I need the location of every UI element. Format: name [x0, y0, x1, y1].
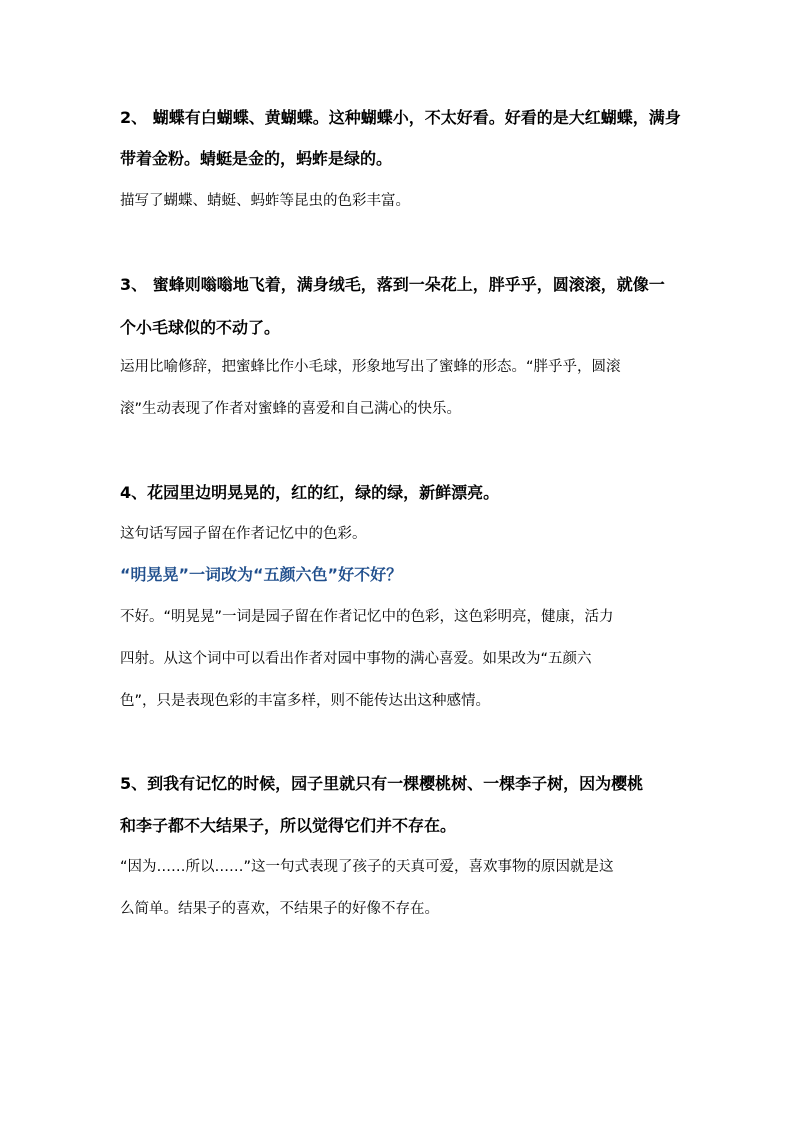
section-4-body-line-1: 这句话写园子留在作者记忆中的色彩。 — [120, 526, 367, 542]
section-3-heading-line-1: 3、 蜜蜂则嗡嗡地飞着，满身绒毛，落到一朵花上，胖乎乎，圆滚滚，就像一 — [120, 275, 665, 294]
section-4-question: “明晃晃”一词改为“五颜六色”好不好？ — [120, 565, 403, 584]
section-3-body-line-2: 滚”生动表现了作者对蜜蜂的喜爱和自己满心的快乐。 — [120, 401, 462, 417]
section-4-heading-line-1: 4、花园里边明晃晃的，红的红，绿的绿，新鲜漂亮。 — [120, 483, 500, 502]
section-5-heading-line-2: 和李子都不大结果子，所以觉得它们并不存在。 — [120, 816, 457, 835]
section-2-body-line-1: 描写了蝴蝶、蜻蜓、蚂蚱等昆虫的色彩丰富。 — [120, 193, 410, 209]
section-2-heading-line-1: 2、 蝴蝶有白蝴蝶、黄蝴蝶。这种蝴蝶小，不太好看。好看的是大红蝴蝶，满身 — [120, 108, 681, 127]
section-2-heading-line-2: 带着金粉。蜻蜓是金的，蚂蚱是绿的。 — [120, 149, 393, 168]
section-3-body-line-1: 运用比喻修辞，把蜜蜂比作小毛球，形象地写出了蜜蜂的形态。“胖乎乎，圆滚 — [120, 359, 621, 375]
section-4-answer-line-3: 色”，只是表现色彩的丰富多样，则不能传达出这种感情。 — [120, 693, 491, 709]
section-3-heading-line-2: 个小毛球似的不动了。 — [120, 318, 281, 337]
section-5-heading-line-1: 5、到我有记忆的时候，园子里就只有一棵樱桃树、一棵李子树，因为樱桃 — [120, 774, 644, 793]
section-5-body-line-1: “因为……所以……”这一句式表现了孩子的天真可爱，喜欢事物的原因就是这 — [120, 859, 614, 875]
section-4-answer-line-1: 不好。“明晃晃”一词是园子留在作者记忆中的色彩，这色彩明亮，健康，活力 — [120, 609, 614, 625]
section-4-answer-line-2: 四射。从这个词中可以看出作者对园中事物的满心喜爱。如果改为“五颜六 — [120, 651, 592, 667]
section-5-body-line-2: 么简单。结果子的喜欢，不结果子的好像不存在。 — [120, 901, 439, 917]
